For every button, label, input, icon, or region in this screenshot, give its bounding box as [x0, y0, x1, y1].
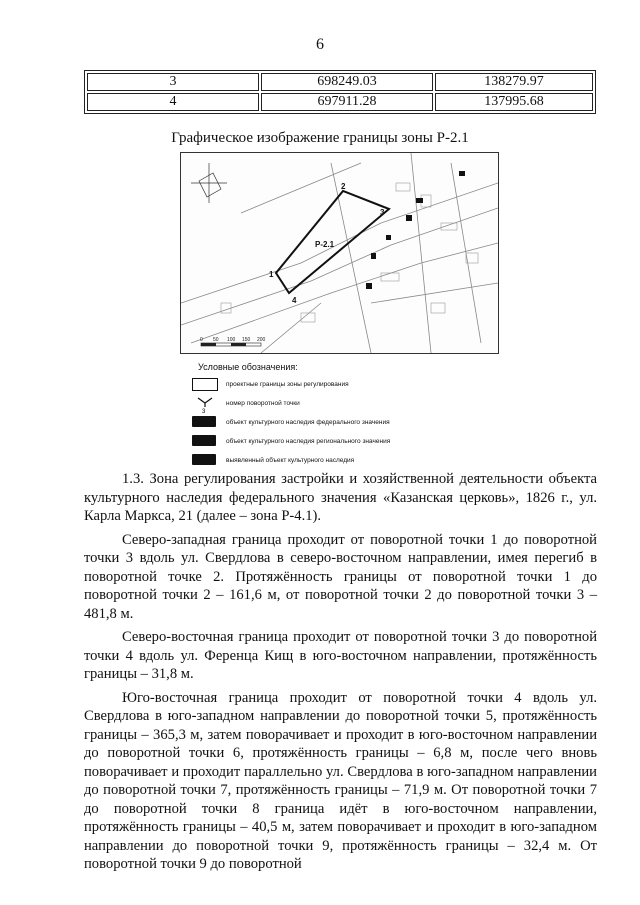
paragraph: Северо-восточная граница проходит от поворотной точки 3 до поворотной точки 4 вдоль ул. Ференца Кищ в юго-восточном направлении, протяжённость границы – 31,8 м.	[84, 629, 597, 682]
legend-title: Условные обозначения:	[198, 362, 298, 372]
scale-label: 100	[227, 337, 236, 343]
scale-label: 50	[213, 337, 219, 343]
point-label: 2	[341, 182, 346, 191]
point-label: 4	[292, 296, 297, 305]
zone-label: Р-2.1	[315, 240, 335, 249]
point-label: 1	[269, 270, 274, 279]
document-body	[84, 470, 597, 879]
zone-map	[180, 152, 499, 354]
legend-item-label: выявленный объект культурного наследия	[226, 456, 355, 464]
federal-heritage-symbol-icon	[192, 416, 216, 427]
heritage-object-marker	[459, 171, 465, 176]
legend-item-label: объект культурного наследия федерального значения	[226, 418, 390, 426]
point-label: 3	[380, 208, 385, 217]
scale-label: 150	[242, 337, 251, 343]
heritage-object-marker	[371, 253, 376, 259]
scale-label: 0	[200, 337, 203, 343]
legend-item	[192, 414, 452, 430]
table-cell-point: 4	[87, 93, 259, 111]
boundary-symbol-icon	[192, 378, 218, 391]
heritage-object-marker	[366, 283, 372, 289]
legend-item	[192, 452, 452, 468]
map-legend	[192, 362, 452, 471]
legend-item	[192, 433, 452, 449]
paragraph: 1.3. Зона регулирования застройки и хозяйственной деятельности объекта культурного наследия федерального значения «Казанская церковь», 1826 г., ул. Карла Маркса, 21 (далее – зона Р-4.1).	[84, 471, 597, 524]
turning-point-symbol-icon	[192, 397, 218, 413]
scale-label: 200	[257, 337, 266, 343]
legend-item-label: номер поворотной точки	[226, 399, 300, 407]
figure-title: Графическое изображение границы зоны Р-2.1	[171, 130, 469, 146]
regional-heritage-symbol-icon	[192, 435, 216, 446]
paragraph: Северо-западная граница проходит от поворотной точки 1 до поворотной точки 3 вдоль ул. Свердлова в северо-восточном направлении, имея перегиб в поворотной точке 2. Протяжённость границы от поворотной точки 1 до поворотной точки 2 – 161,6 м, от поворотной точки 2 до поворотной точки 3 – 481,8 м.	[84, 531, 597, 622]
table-cell-y: 137995.68	[435, 93, 593, 111]
heritage-object-marker	[386, 235, 391, 240]
svg-text:3: 3	[202, 409, 206, 413]
legend-item-label: объект культурного наследия регионального значения	[226, 437, 391, 445]
table-cell-y: 138279.97	[435, 73, 593, 91]
page-number: 6	[316, 36, 324, 53]
legend-item-label: проектные границы зоны регулирования	[226, 380, 349, 388]
legend-item	[192, 376, 452, 392]
table-row	[87, 93, 593, 111]
table-cell-point: 3	[87, 73, 259, 91]
table-cell-x: 698249.03	[261, 73, 433, 91]
coordinates-table	[84, 70, 596, 114]
table-cell-x: 697911.28	[261, 93, 433, 111]
legend-item	[192, 395, 452, 411]
heritage-object-marker	[416, 198, 423, 203]
paragraph: Юго-восточная граница проходит от поворотной точки 4 вдоль ул. Свердлова в юго-западном направлении до поворотной точки 5, протяжённость границы – 365,3 м, затем поворачивает и проходит в юго-восточном направлении до поворотной точки 6, протяжённость границы – 6,8 м, после чего вновь поворачивает и проходит параллельно ул. Свердлова в юго-западном направлении до поворотной точки 7, протяжённость границы – 71,9 м. От поворотной точки 7 до поворотной точки 8 граница идёт в юго-восточном направлении, протяжённость границы – 40,5 м, затем поворачивает и проходит в юго-западном направлении до поворотной точки 9, протяжённость границы – 32,4 м. От поворотной точки 9 до поворотной	[84, 689, 597, 872]
identified-heritage-symbol-icon	[192, 454, 216, 465]
table-row	[87, 73, 593, 91]
map-drawing	[181, 153, 498, 353]
compass-rose-icon	[191, 163, 227, 203]
heritage-object-marker	[406, 215, 412, 221]
